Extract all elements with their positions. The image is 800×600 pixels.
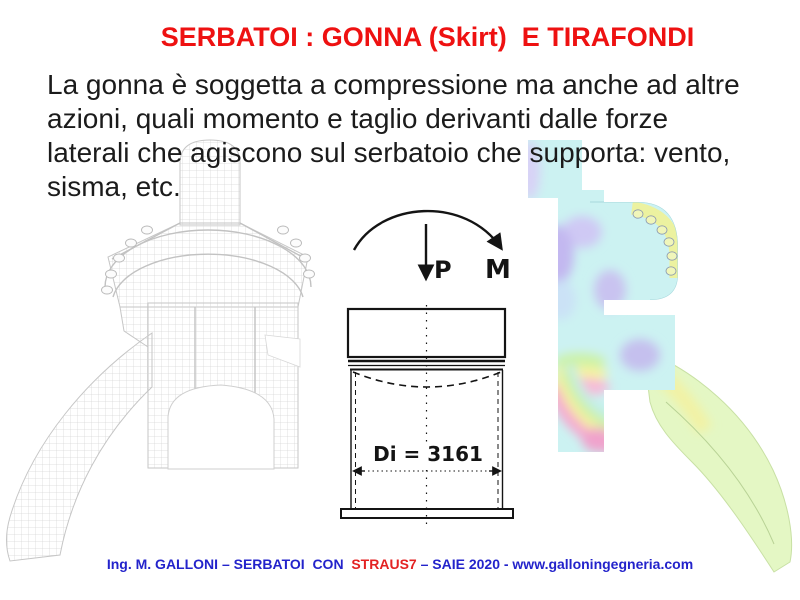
footer-prefix: Ing. M. GALLONI – SERBATOI CON — [106, 556, 352, 572]
diameter-dimension-label: Di = 3161 — [373, 442, 483, 466]
slide-title: SERBATOI : GONNA (Skirt) E TIRAFONDI — [160, 22, 695, 52]
skirt-access-opening — [168, 385, 274, 469]
footer-software-name: STRAUS7 — [351, 556, 417, 572]
base-ring-flange — [341, 509, 513, 518]
footer-credit — [0, 556, 800, 572]
body-line-3: laterali che agiscono sul serbatoio che supporta: vento, — [47, 137, 731, 168]
body-line-4: sisma, etc. — [47, 171, 181, 202]
body-paragraph — [47, 68, 740, 204]
moment-label: M — [485, 255, 511, 285]
footer-suffix: – SAIE 2020 - www.galloningegneria.com — [416, 556, 694, 572]
upper-shell-course — [348, 309, 505, 357]
body-line-2: azioni, quali momento e taglio derivanti dalle forze — [47, 103, 669, 134]
body-line-1: La gonna è soggetta a compressione ma anche ad altre — [47, 69, 740, 100]
load-diagram — [335, 190, 540, 540]
moment-arc-arrow — [354, 211, 501, 250]
axial-load-label: P — [434, 256, 452, 284]
dished-head-curve — [353, 372, 501, 387]
